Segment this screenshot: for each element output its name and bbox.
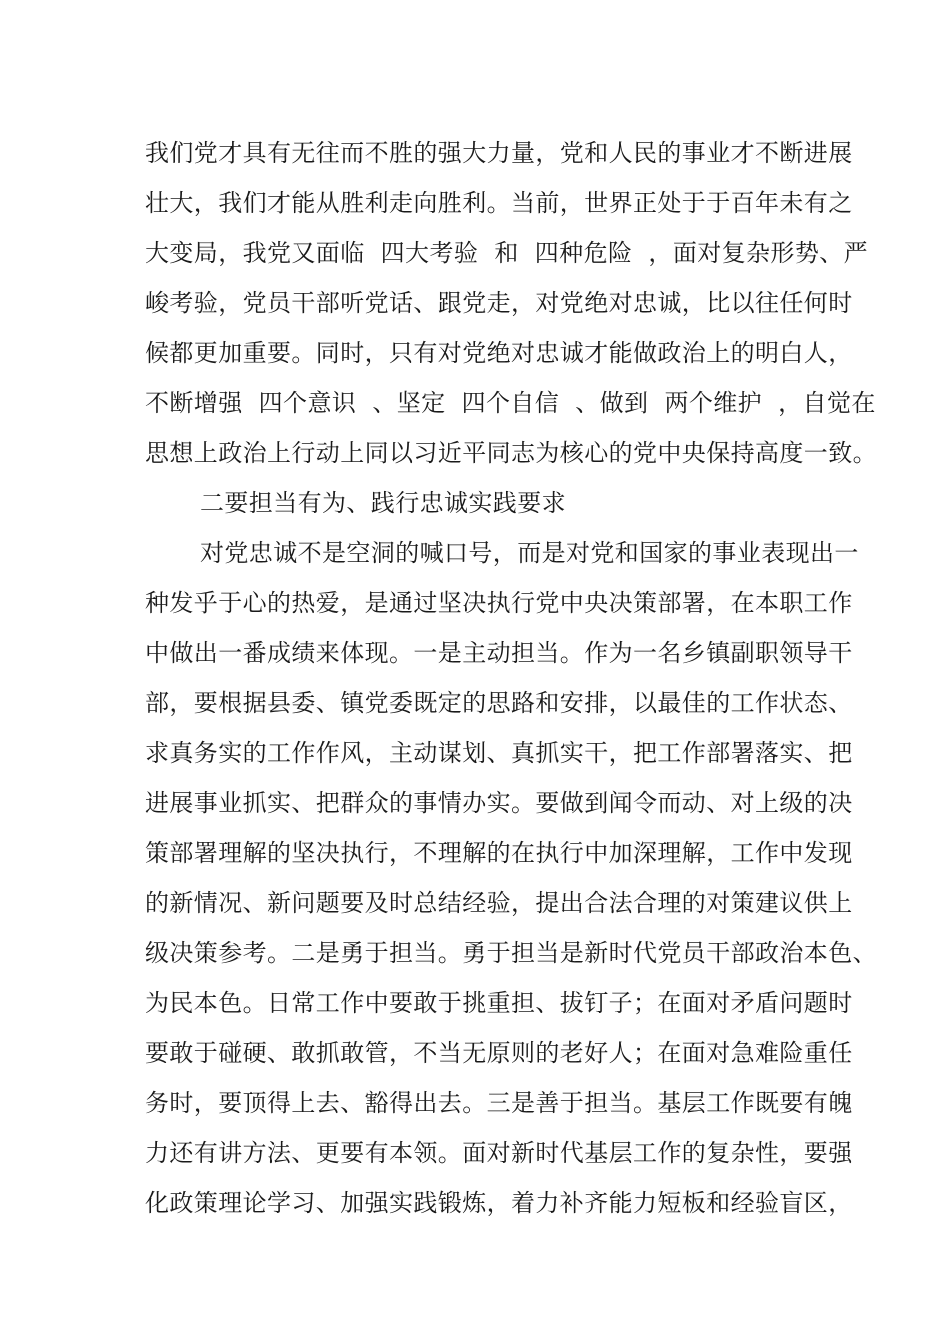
body-text-line: 求真务实的工作作风，主动谋划、真抓实干，把工作部署落实、把 — [145, 739, 853, 767]
body-text-line: 中做出一番成绩来体现。一是主动担当。作为一名乡镇副职领导干 — [145, 639, 853, 667]
body-text-line: 壮大，我们才能从胜利走向胜利。当前，世界正处于于百年未有之 — [145, 189, 853, 217]
body-text-line: 峻考验，党员干部听党话、跟党走，对党绝对忠诚，比以往任何时 — [145, 289, 853, 317]
body-text-line: 进展事业抓实、把群众的事情办实。要做到闻令而动、对上级的决 — [145, 789, 853, 817]
body-text-line: 思想上政治上行动上同以习近平同志为核心的党中央保持高度一致。 — [145, 439, 877, 467]
body-text-line: 要敢于碰硬、敢抓敢管，不当无原则的老好人；在面对急难险重任 — [145, 1039, 853, 1067]
body-text-line: 化政策理论学习、加强实践锻炼，着力补齐能力短板和经验盲区， — [145, 1189, 853, 1217]
section-heading: 二要担当有为、践行忠诚实践要求 — [200, 489, 566, 517]
body-text-line: 策部署理解的坚决执行，不理解的在执行中加深理解，工作中发现 — [145, 839, 853, 867]
body-text-line: 的新情况、新问题要及时总结经验，提出合法合理的对策建议供上 — [145, 889, 853, 917]
body-text-line: 我们党才具有无往而不胜的强大力量，党和人民的事业才不断进展 — [145, 139, 853, 167]
body-text-line: 级决策参考。二是勇于担当。勇于担当是新时代党员干部政治本色、 — [145, 939, 877, 967]
body-text-line: 力还有讲方法、更要有本领。面对新时代基层工作的复杂性，要强 — [145, 1139, 853, 1167]
body-text-line: 对党忠诚不是空洞的喊口号，而是对党和国家的事业表现出一 — [200, 539, 859, 567]
body-text-line: 大变局，我党又面临 四大考验 和 四种危险 ，面对复杂形势、严 — [145, 239, 869, 267]
body-text-line: 种发乎于心的热爱，是通过坚决执行党中央决策部署，在本职工作 — [145, 589, 853, 617]
body-text-line: 候都更加重要。同时，只有对党绝对忠诚才能做政治上的明白人， — [145, 339, 853, 367]
body-text-line: 为民本色。日常工作中要敢于挑重担、拔钉子；在面对矛盾问题时 — [145, 989, 853, 1017]
body-text-line: 务时，要顶得上去、豁得出去。三是善于担当。基层工作既要有魄 — [145, 1089, 853, 1117]
body-text-line: 部，要根据县委、镇党委既定的思路和安排，以最佳的工作状态、 — [145, 689, 853, 717]
body-text-line: 不断增强 四个意识 、坚定 四个自信 、做到 两个维护 ，自觉在 — [145, 389, 876, 417]
